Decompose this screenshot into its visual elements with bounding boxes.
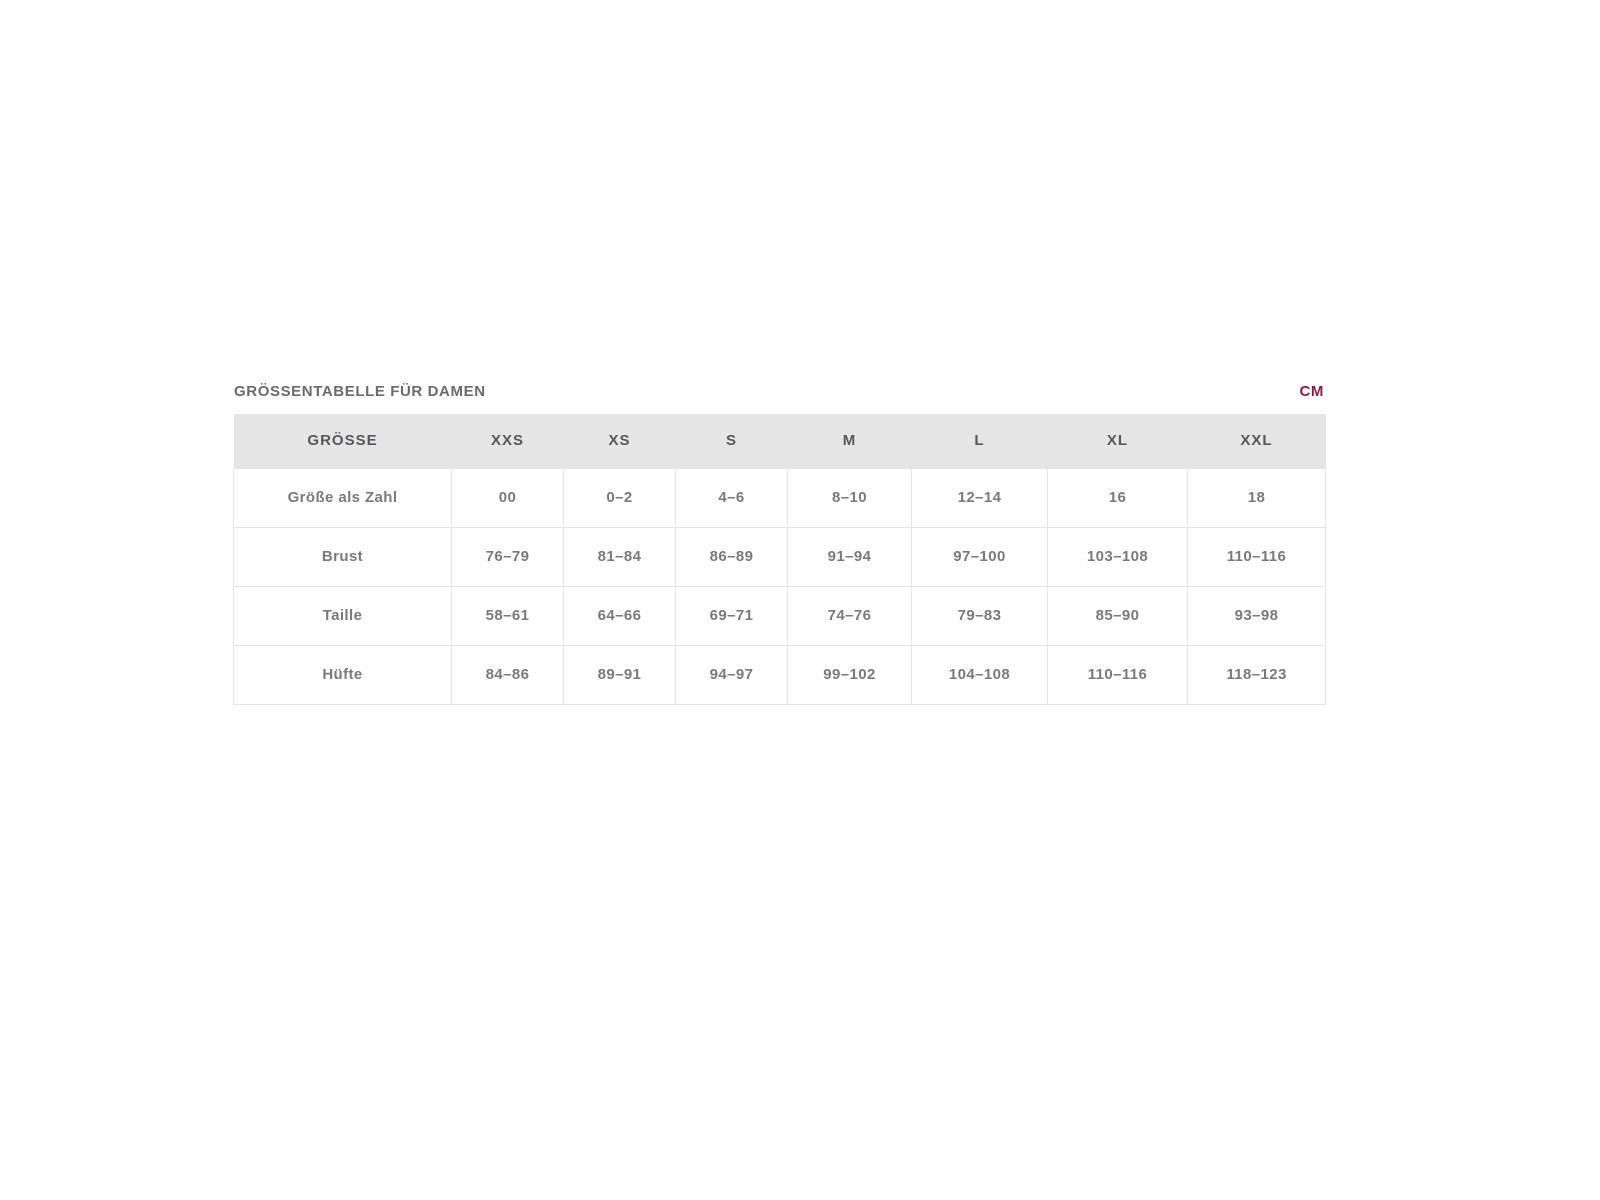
table-cell: 99–102: [788, 645, 912, 704]
column-header-s: S: [676, 414, 788, 468]
table-row-groesse-als-zahl: [234, 468, 1326, 527]
row-label: Größe als Zahl: [234, 468, 452, 527]
table-cell: 84–86: [452, 645, 564, 704]
size-chart-table: [233, 414, 1326, 705]
table-cell: 58–61: [452, 586, 564, 645]
table-cell: 97–100: [912, 527, 1048, 586]
row-label: Taille: [234, 586, 452, 645]
table-cell: 12–14: [912, 468, 1048, 527]
size-chart-header: [233, 383, 1325, 400]
table-cell: 0–2: [564, 468, 676, 527]
table-cell: 69–71: [676, 586, 788, 645]
table-cell: 16: [1048, 468, 1188, 527]
column-header-m: M: [788, 414, 912, 468]
column-header-xs: XS: [564, 414, 676, 468]
table-cell: 74–76: [788, 586, 912, 645]
table-cell: 103–108: [1048, 527, 1188, 586]
table-cell: 85–90: [1048, 586, 1188, 645]
table-cell: 4–6: [676, 468, 788, 527]
table-cell: 110–116: [1048, 645, 1188, 704]
column-header-xxl: XXL: [1188, 414, 1326, 468]
column-header-xxs: XXS: [452, 414, 564, 468]
table-cell: 93–98: [1188, 586, 1326, 645]
table-cell: 118–123: [1188, 645, 1326, 704]
column-header-xl: XL: [1048, 414, 1188, 468]
table-row-huefte: [234, 645, 1326, 704]
table-cell: 110–116: [1188, 527, 1326, 586]
table-row-taille: [234, 586, 1326, 645]
table-cell: 104–108: [912, 645, 1048, 704]
unit-toggle-cm[interactable]: CM: [1299, 383, 1324, 400]
row-label: Hüfte: [234, 645, 452, 704]
table-header-row: [234, 414, 1326, 468]
table-cell: 81–84: [564, 527, 676, 586]
table-cell: 8–10: [788, 468, 912, 527]
column-header-l: L: [912, 414, 1048, 468]
table-cell: 00: [452, 468, 564, 527]
table-cell: 91–94: [788, 527, 912, 586]
row-label: Brust: [234, 527, 452, 586]
table-cell: 76–79: [452, 527, 564, 586]
size-chart-section: [233, 383, 1325, 705]
table-cell: 79–83: [912, 586, 1048, 645]
table-cell: 94–97: [676, 645, 788, 704]
table-cell: 89–91: [564, 645, 676, 704]
table-row-brust: [234, 527, 1326, 586]
column-header-groesse: GRÖSSE: [234, 414, 452, 468]
table-cell: 86–89: [676, 527, 788, 586]
size-chart-title: GRÖSSENTABELLE FÜR DAMEN: [234, 383, 486, 400]
table-cell: 64–66: [564, 586, 676, 645]
table-cell: 18: [1188, 468, 1326, 527]
